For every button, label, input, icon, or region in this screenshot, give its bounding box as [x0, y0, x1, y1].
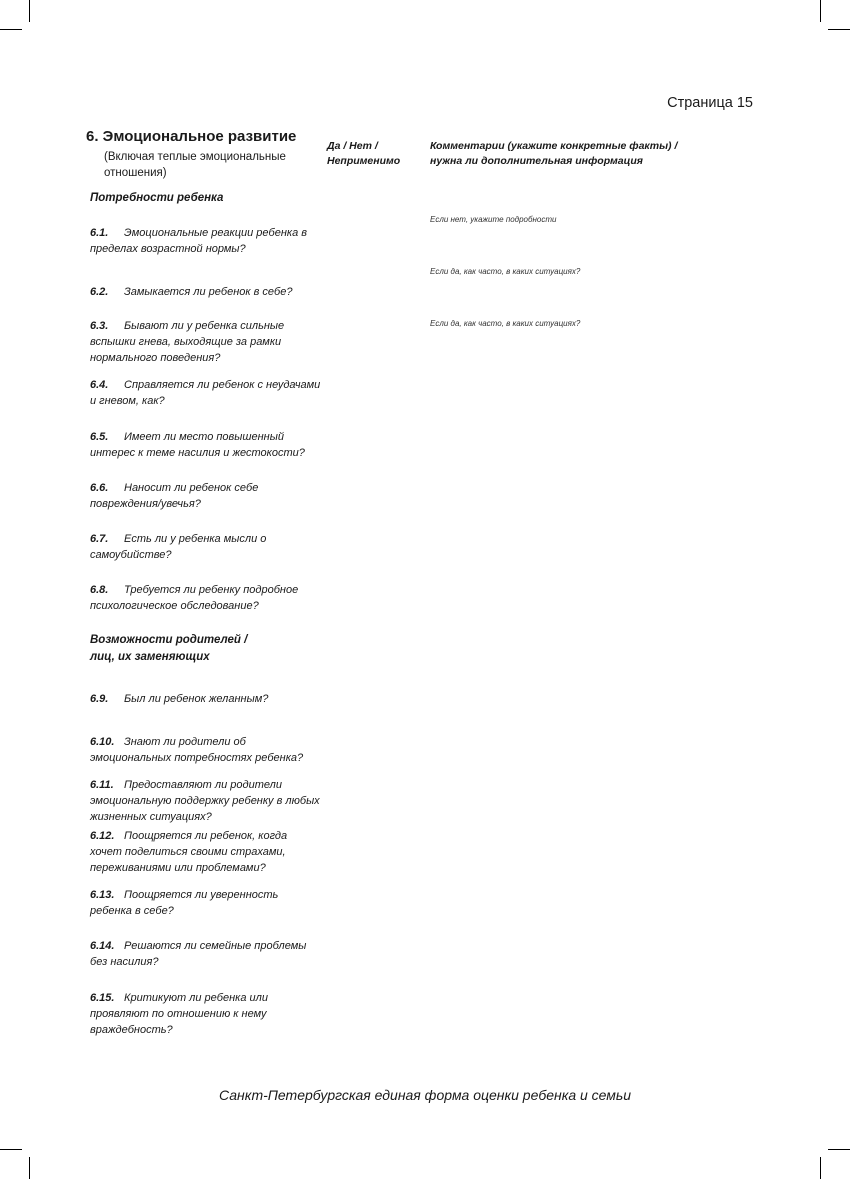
question-text: Эмоциональные реакции ребенка в пределах возрастной нормы? [90, 227, 308, 255]
group-heading-parent-capacity: Возможности родителей / лиц, их заменяющих [90, 634, 248, 663]
question-number: 6.11. [90, 779, 114, 791]
question-6-14 [90, 938, 322, 970]
crop-mark [29, 1157, 30, 1179]
crop-mark [29, 0, 30, 22]
question-number: 6.8. [90, 584, 109, 596]
crop-mark [0, 29, 22, 30]
question-6-15 [90, 990, 322, 1038]
crop-mark [0, 1149, 22, 1150]
question-number: 6.12. [90, 830, 115, 842]
question-text: Предоставляют ли родители эмоциональную поддержку ребенку в любых жизненных ситуациях? [90, 779, 320, 823]
crop-mark [828, 29, 850, 30]
question-6-12 [90, 828, 322, 876]
crop-mark [820, 1157, 821, 1179]
question-number: 6.10. [90, 736, 115, 748]
question-number: 6.4. [90, 379, 109, 391]
question-6-4 [90, 377, 322, 409]
question-text: Требуется ли ребенку подробное психологическое обследование? [90, 584, 299, 612]
question-6-9 [90, 691, 322, 707]
question-number: 6.6. [90, 482, 109, 494]
question-number: 6.1. [90, 227, 109, 239]
question-6-11 [90, 777, 322, 825]
question-number: 6.2. [90, 286, 109, 298]
question-text: Бывают ли у ребенка сильные вспышки гнева, выходящие за рамки нормального поведения? [90, 320, 285, 364]
comment-hint: Если да, как часто, в каких ситуациях? [430, 319, 581, 328]
column-header-comments: Комментарии (укажите конкретные факты) / нужна ли дополнительная информация [430, 140, 678, 167]
section-title: 6. Эмоциональное развитие [86, 128, 297, 145]
question-6-10 [90, 734, 322, 766]
question-text: Есть ли у ребенка мысли о самоубийстве? [90, 533, 267, 561]
question-6-13 [90, 887, 322, 919]
crop-mark [828, 1149, 850, 1150]
question-text: Знают ли родители об эмоциональных потребностях ребенка? [90, 736, 304, 764]
question-number: 6.15. [90, 992, 115, 1004]
question-number: 6.7. [90, 533, 109, 545]
column-header-yes-no: Да / Нет / Неприменимо [327, 140, 401, 167]
section-subtitle: (Включая теплые эмоциональные отношения) [104, 151, 286, 179]
question-text: Поощряется ли уверенность ребенка в себе? [90, 889, 279, 917]
crop-mark [820, 0, 821, 22]
question-number: 6.9. [90, 693, 109, 705]
question-number: 6.5. [90, 431, 109, 443]
question-text: Замыкается ли ребенок в себе? [124, 286, 293, 298]
footer-form-title: Санкт-Петербургская единая форма оценки ребенка и семьи [218, 1087, 632, 1103]
question-6-6 [90, 480, 322, 512]
question-6-3 [90, 318, 322, 366]
question-text: Поощряется ли ребенок, когда хочет поделиться своими страхами, переживаниями или проблемами? [90, 830, 288, 874]
question-text: Справляется ли ребенок с неудачами и гневом, как? [90, 379, 321, 407]
group-heading-child-needs: Потребности ребенка [90, 192, 224, 204]
question-text: Имеет ли место повышенный интерес к теме насилия и жестокости? [90, 431, 305, 459]
question-6-1 [90, 225, 322, 257]
question-text: Был ли ребенок желанным? [124, 693, 269, 705]
question-text: Наносит ли ребенок себе повреждения/увечья? [90, 482, 259, 510]
question-number: 6.13. [90, 889, 115, 901]
question-number: 6.3. [90, 320, 109, 332]
question-text: Критикуют ли ребенка или проявляют по отношению к нему враждебность? [90, 992, 268, 1036]
question-6-7 [90, 531, 322, 563]
question-6-8 [90, 582, 322, 614]
question-6-5 [90, 429, 322, 461]
page-number: Страница 15 [667, 95, 753, 111]
question-text: Решаются ли семейные проблемы без насилия? [90, 940, 307, 968]
question-6-2 [90, 284, 322, 300]
question-number: 6.14. [90, 940, 115, 952]
comment-hint: Если да, как часто, в каких ситуациях? [430, 267, 581, 276]
comment-hint: Если нет, укажите подробности [430, 215, 557, 224]
